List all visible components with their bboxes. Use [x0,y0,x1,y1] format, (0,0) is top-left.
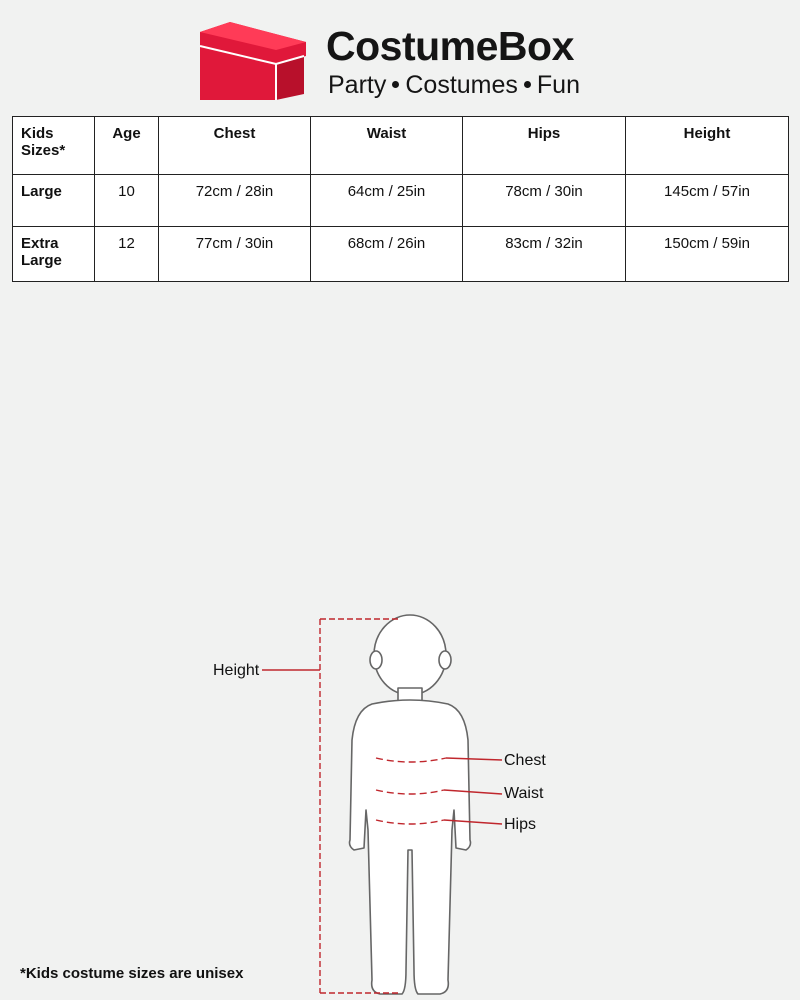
table-cell: 77cm / 30in [159,227,311,282]
table-cell: 78cm / 30in [463,175,626,227]
height-label: Height [213,662,260,679]
costume-box-icon [196,20,308,102]
column-header: Chest [159,117,311,175]
table-row [13,227,789,282]
table-header-row [13,117,789,175]
table-cell: 10 [95,175,159,227]
table-row [13,175,789,227]
brand-name: CostumeBox [326,23,574,69]
table-cell: 64cm / 25in [311,175,463,227]
table-cell: 83cm / 32in [463,227,626,282]
column-header: Age [95,117,159,175]
tagline-word: Party [328,71,387,99]
table-cell: Extra Large [13,227,95,282]
column-header: Waist [311,117,463,175]
brand-tagline [328,70,580,100]
bullet-dot [524,81,531,88]
column-header: Kids Sizes* [13,117,95,175]
table-cell: 68cm / 26in [311,227,463,282]
table-cell: 72cm / 28in [159,175,311,227]
tagline-word: Costumes [405,71,518,99]
chest-label: Chest [504,752,546,769]
waist-label: Waist [504,785,544,802]
table-cell: 145cm / 57in [626,175,789,227]
unisex-footnote: *Kids costume sizes are unisex [20,965,244,982]
measurement-lines [0,600,800,1000]
brand-logo [196,18,606,104]
column-header: Hips [463,117,626,175]
table-cell: Large [13,175,95,227]
bullet-dot [392,81,399,88]
size-chart-table [12,116,789,282]
hips-label: Hips [504,816,537,833]
table-cell: 12 [95,227,159,282]
table-cell: 150cm / 59in [626,227,789,282]
measurement-diagram [0,600,800,1000]
tagline-word: Fun [536,71,580,99]
column-header: Height [626,117,789,175]
